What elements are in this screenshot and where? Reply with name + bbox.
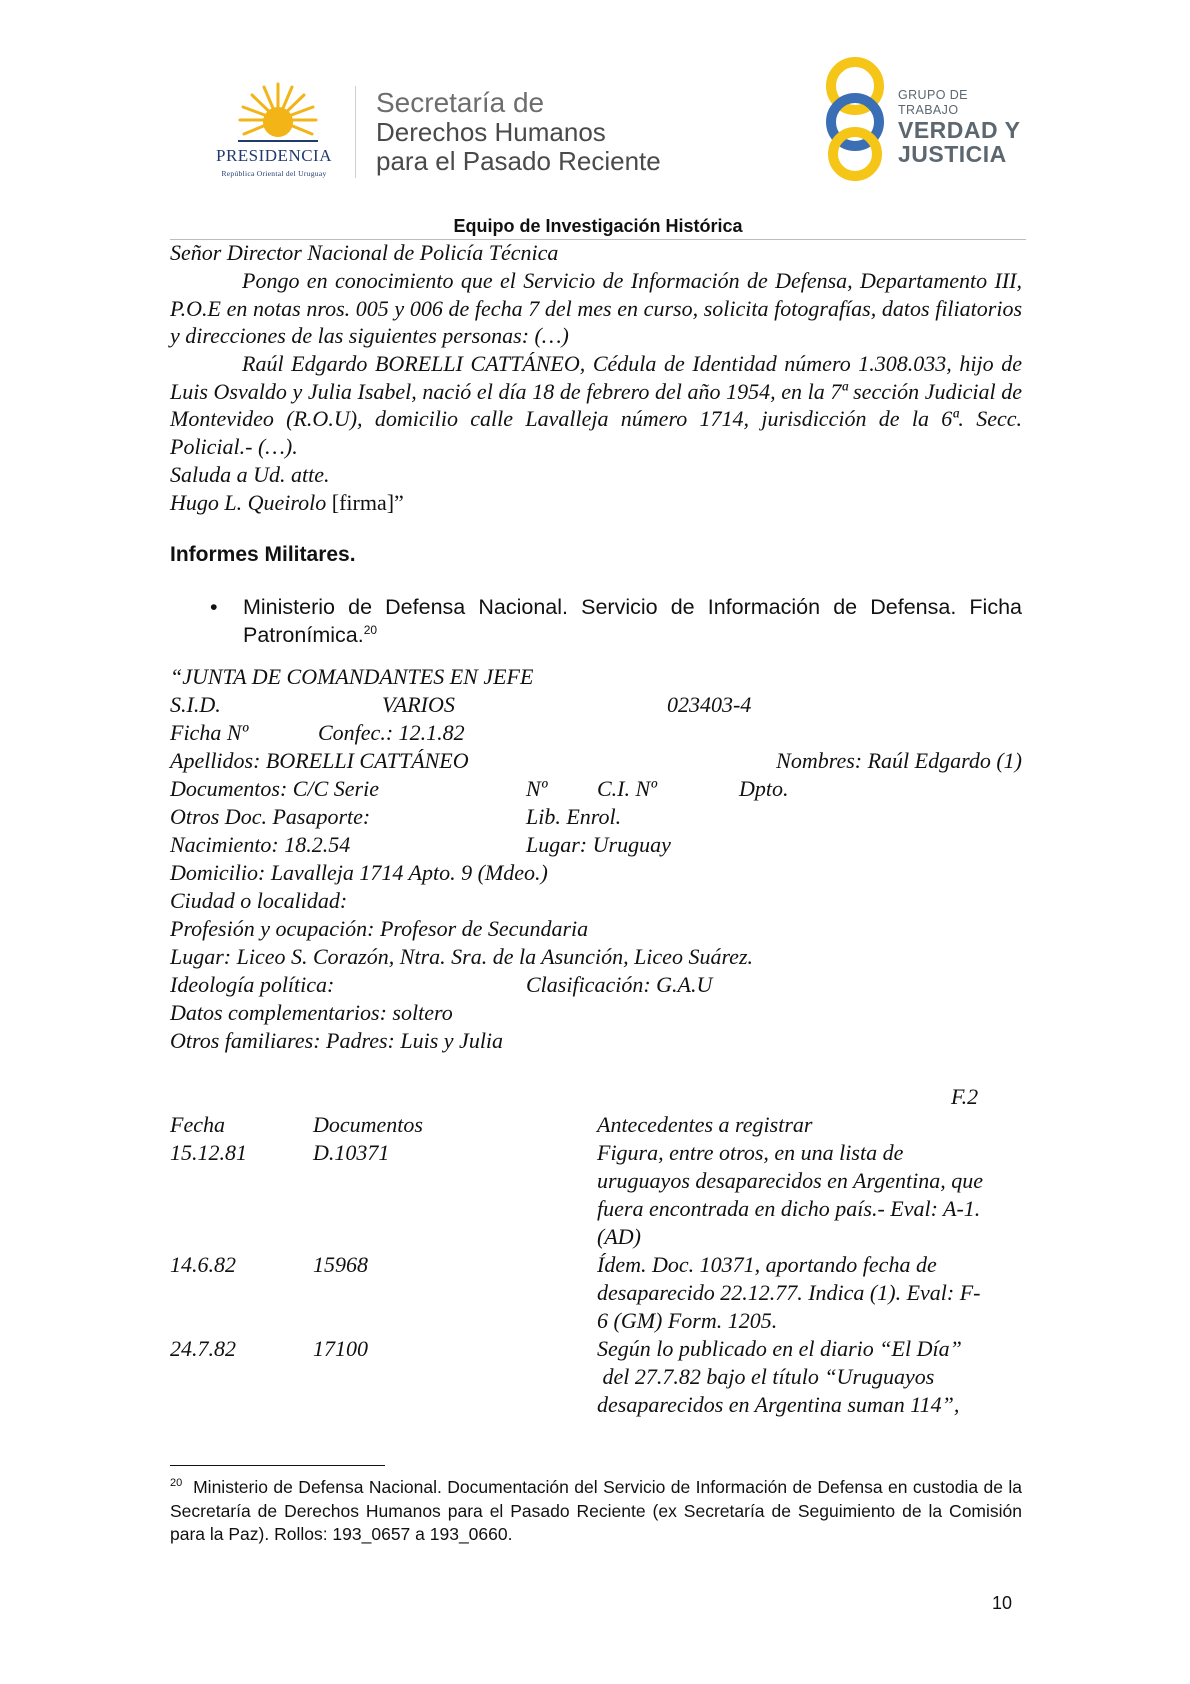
ficha-datos-complementarios: Datos complementarios: soltero [170,1000,453,1025]
secretaria-line-1: Secretaría de [376,87,545,118]
ficha-lugar: Lugar: Uruguay [526,832,671,857]
linked-rings-icon [818,56,892,182]
section-heading: Informes Militares. [170,543,356,566]
table-row-line: Ídem. Doc. 10371, aportando fecha de [597,1252,937,1277]
ficha-confec: Confec.: 12.1.82 [318,720,465,745]
secretaria-logo-text [376,88,661,176]
ficha-sid: S.I.D. [170,692,221,717]
page-number: 10 [992,1593,1013,1613]
ficha-no: Ficha Nº [170,720,249,745]
verdad-justicia-logo [818,56,1028,182]
footnote-rule [170,1465,385,1466]
bullet-item [170,593,1022,649]
presidencia-name: PRESIDENCIA [215,146,332,165]
gvj-line-3: JUSTICIA [898,141,1007,167]
ficha-domicilio: Domicilio: Lavalleja 1714 Apto. 9 (Mdeo.) [170,860,548,885]
ficha-nacimiento: Nacimiento: 18.2.54 [170,832,351,857]
ficha-documentos: Documentos: C/C Serie [170,776,379,801]
ficha-apellidos: Apellidos: BORELLI CATTÁNEO [170,748,469,773]
ficha-num-label: Nº [526,776,548,801]
ficha-junta: “JUNTA DE COMANDANTES EN JEFE [170,664,534,689]
letter-signature [170,489,1022,517]
ficha-lugar-trabajo: Lugar: Liceo S. Corazón, Ntra. Sra. de la Asunción, Liceo Suárez. [170,944,754,969]
ficha-nombres: Nombres: Raúl Edgardo (1) [776,748,1022,773]
gvj-line-2: VERDAD Y [898,117,1021,143]
secretaria-line-3: para el Pasado Reciente [376,146,661,176]
table-row-doc: 15968 [313,1252,368,1277]
ficha-clasificacion: Clasificación: G.A.U [526,972,713,997]
ficha-ci: C.I. Nº [597,776,657,801]
ficha-profesion: Profesión y ocupación: Profesor de Secundaria [170,916,589,941]
table-row-line: Figura, entre otros, en una lista de [597,1140,904,1165]
table-row-fecha: 24.7.82 [170,1336,236,1361]
page-header [0,0,1190,200]
table-row-fecha: 15.12.81 [170,1140,247,1165]
table-row-line: uruguayos desaparecidos en Argentina, que [597,1168,983,1193]
table-row-line: (AD) [597,1224,641,1249]
verdad-justicia-text [898,88,1028,166]
letter-salutation: Señor Director Nacional de Policía Técnica [170,240,559,265]
ficha-dpto: Dpto. [739,776,789,801]
footnote-number: 20 [170,1477,183,1490]
page-mark: F.2 [951,1084,979,1109]
letter-paragraph-2: Raúl Edgardo BORELLI CATTÁNEO, Cédula de Identidad número 1.308.033, hijo de Luis Osvaldo y Julia Isabel, nació el día 18 de febrero del año 1954, en la 7ª sección Judicial de Montevideo (R.O.U), domicilio calle Lavalleja número 1714, jurisdicción de la 6ª. Secc. Policial.- (…). [170,351,1022,459]
table-row-line: desaparecidos en Argentina suman 114”, [597,1392,960,1417]
table-header-documentos: Documentos [313,1112,423,1137]
letter-paragraph-1: Pongo en conocimiento que el Servicio de Información de Defensa, Departamento III, P.O.E en notas nros. 005 y 006 de fecha 7 del mes en curso, solicita fotografías, datos filiatorios y direcciones de las siguientes personas: (…) [170,268,1022,349]
ficha-otros-familiares: Otros familiares: Padres: Luis y Julia [170,1028,504,1053]
presidencia-subtitle: República Oriental del Uruguay [221,169,327,178]
table-row-line: 6 (GM) Form. 1205. [597,1308,778,1333]
signer-note: [firma]” [331,490,404,515]
ficha-ciudad: Ciudad o localidad: [170,888,348,913]
table-header-antecedentes: Antecedentes a registrar [597,1112,813,1137]
logo-divider [355,86,356,178]
table-row-line: del 27.7.82 bajo el título “Uruguayos [597,1364,935,1389]
table-row-line: desaparecido 22.12.77. Indica (1). Eval: F- [597,1280,981,1305]
table-row-fecha: 14.6.82 [170,1252,236,1277]
signer-name: Hugo L. Queirolo [170,490,327,515]
ficha-varios: VARIOS [382,692,455,717]
bullet-dot-icon: • [210,595,218,619]
ficha-otros-doc: Otros Doc. Pasaporte: [170,804,371,829]
gvj-line-1: GRUPO DE TRABAJO [898,88,968,117]
letter-closing: Saluda a Ud. atte. [170,462,330,487]
table-row-doc: D.10371 [313,1140,390,1165]
sun-emblem-icon [238,80,318,146]
footnote [170,1476,1022,1547]
presidencia-logo [196,80,356,180]
ficha-number: 023403-4 [667,692,752,717]
bullet-text [243,593,1022,649]
table-row-line: Según lo publicado en el diario “El Día” [597,1336,962,1361]
table-header-fecha: Fecha [170,1112,225,1137]
secretaria-line-2: Derechos Humanos [376,117,606,147]
bullet-text-body: Ministerio de Defensa Nacional. Servicio de Información de Defensa. Ficha Patronímica. [243,595,1022,647]
table-row-doc: 17100 [313,1336,368,1361]
ficha-ideologia: Ideología política: [170,972,335,997]
table-row-line: fuera encontrada en dicho país.- Eval: A-1. [597,1196,981,1221]
footnote-text: Ministerio de Defensa Nacional. Documentación del Servicio de Información de Defensa en custodia de la Secretaría de Derechos Humanos para el Pasado Reciente (ex Secretaría de Seguimiento de la Comisión para la Paz). Rollos: 193_0657 a 193_0660. [170,1477,1022,1544]
footnote-ref: 20 [363,622,378,637]
ficha-lib-enrol: Lib. Enrol. [526,804,622,829]
team-title: Equipo de Investigación Histórica [453,216,743,236]
